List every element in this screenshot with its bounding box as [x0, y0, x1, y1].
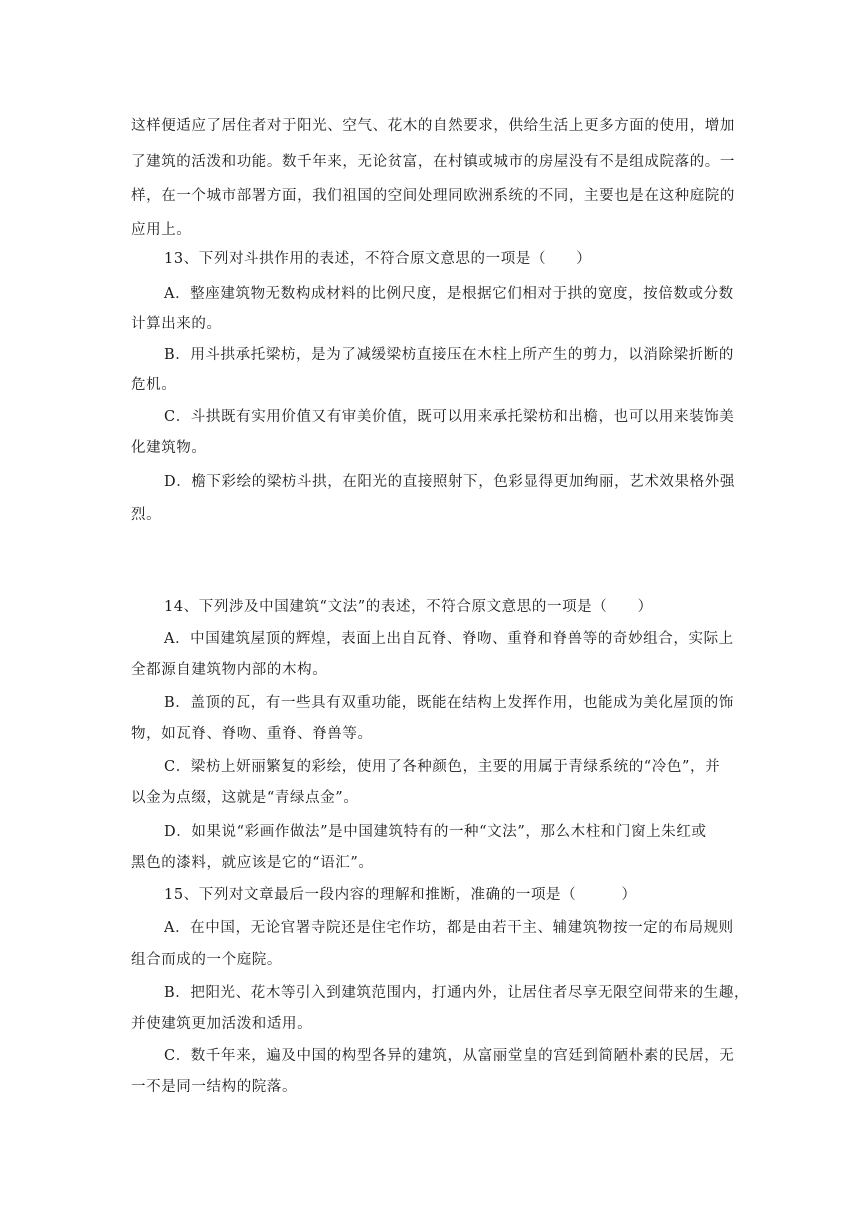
question-15-stem: 15、下列对文章最后一段内容的理解和推断，准确的一项是（ ）	[164, 887, 637, 903]
question-13-option-a-line-2: 计算出来的。	[131, 316, 222, 332]
question-13-option-c-line-1: C．斗拱既有实用价值又有审美价值，既可以用来承托梁枋和出檐，也可以用来装饰美	[164, 409, 735, 425]
question-15-option-c-line-2: 一不是同一结构的院落。	[131, 1079, 298, 1095]
question-14-stem: 14、下列涉及中国建筑“文法”的表述，不符合原文意思的一项是（ ）	[164, 599, 653, 615]
question-15-option-b-line-2: 并使建筑更加活泼和适用。	[131, 1016, 313, 1032]
question-13-option-d-line-1: D．檐下彩绘的梁枋斗拱，在阳光的直接照射下，色彩显得更加绚丽，艺术效果格外强	[164, 474, 735, 490]
question-15-option-a-line-2: 组合而成的一个庭院。	[131, 952, 282, 968]
intro-line-4: 应用上。	[131, 222, 192, 238]
question-14-option-c-line-1: C．梁枋上妍丽繁复的彩绘，使用了各种颜色，主要的用属于青绿系统的“冷色”，并	[164, 759, 721, 775]
question-13-stem: 13、下列对斗拱作用的表述，不符合原文意思的一项是（ ）	[164, 251, 592, 267]
question-13-option-b-line-1: B．用斗拱承托梁枋，是为了减缓梁枋直接压在木柱上所产生的剪力，以消除梁折断的	[164, 347, 734, 363]
question-14-option-b-line-1: B．盖顶的瓦，有一些具有双重功能，既能在结构上发挥作用，也能成为美化屋顶的饰	[164, 695, 734, 711]
question-13-option-b-line-2: 危机。	[131, 377, 177, 393]
question-15-option-b-line-1: B．把阳光、花木等引入到建筑范围内，打通内外，让居住者尽享无限空间带来的生趣，	[164, 985, 750, 1001]
question-13-option-d-line-2: 烈。	[131, 507, 162, 523]
question-14-option-d-line-2: 黑色的漆料，就应该是它的“语汇”。	[131, 855, 374, 871]
question-14-option-a-line-1: A．中国建筑屋顶的辉煌，表面上出自瓦脊、脊吻、重脊和脊兽等的奇妙组合，实际上	[164, 631, 734, 647]
intro-line-3: 样，在一个城市部署方面，我们祖国的空间处理同欧洲系统的不同，主要也是在这种庭院的	[131, 188, 735, 204]
question-14-option-c-line-2: 以金为点缀，这就是“青绿点金”。	[131, 790, 359, 806]
question-15-option-a-line-1: A．在中国，无论官署寺院还是住宅作坊，都是由若干主、辅建筑物按一定的布局规则	[164, 920, 734, 936]
intro-line-1: 这样便适应了居住者对于阳光、空气、花木的自然要求，供给生活上更多方面的使用，增加	[131, 118, 735, 134]
question-13-option-a-line-1: A．整座建筑物无数构成材料的比例尺度，是根据它们相对于拱的宽度，按倍数或分数	[164, 286, 734, 302]
question-13-option-c-line-2: 化建筑物。	[131, 440, 207, 456]
question-14-option-d-line-1: D．如果说“彩画作做法”是中国建筑特有的一种“文法”，那么木柱和门窗上朱红或	[164, 824, 707, 840]
question-14-option-b-line-2: 物，如瓦脊、脊吻、重脊、脊兽等。	[131, 726, 373, 742]
intro-line-2: 了建筑的活泼和功能。数千年来，无论贫富，在村镇或城市的房屋没有不是组成院落的。一	[131, 154, 735, 170]
question-14-option-a-line-2: 全都源自建筑物内部的木构。	[131, 662, 328, 678]
question-15-option-c-line-1: C．数千年来，遍及中国的构型各异的建筑，从富丽堂皇的宫廷到简陋朴素的民居，无	[164, 1048, 735, 1064]
